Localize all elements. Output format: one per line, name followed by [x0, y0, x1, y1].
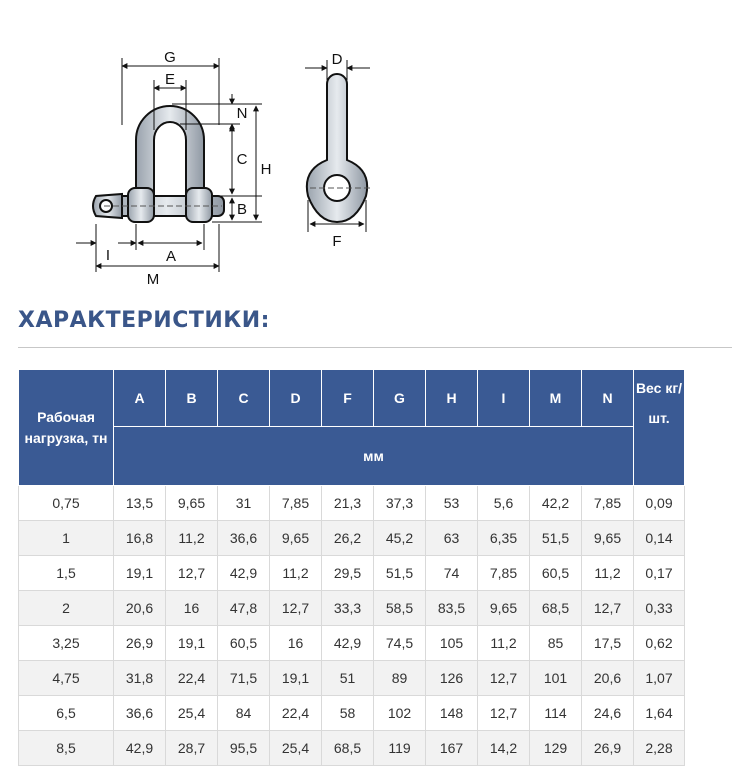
dimension-cell: 53 — [426, 486, 478, 521]
dim-label-m: M — [146, 271, 160, 288]
dimension-cell: 6,35 — [478, 521, 530, 556]
dimension-cell: 11,2 — [478, 626, 530, 661]
dimension-cell: 26,9 — [114, 626, 166, 661]
dimension-cell: 74,5 — [374, 626, 426, 661]
dimension-cell: 85 — [530, 626, 582, 661]
dimension-cell: 148 — [426, 696, 478, 731]
units-header: мм — [114, 427, 634, 486]
table-row — [19, 521, 685, 556]
dim-label-a: A — [165, 248, 177, 265]
dimension-cell: 33,3 — [322, 591, 374, 626]
dimension-cell: 14,2 — [478, 731, 530, 766]
shackle-side-view — [307, 74, 370, 222]
dimension-cell: 51,5 — [374, 556, 426, 591]
dimension-cell: 71,5 — [218, 661, 270, 696]
table-row — [19, 486, 685, 521]
dimension-cell: 51,5 — [530, 521, 582, 556]
specs-table-body — [19, 486, 685, 766]
dimension-cell: 83,5 — [426, 591, 478, 626]
dimension-cell: 28,7 — [166, 731, 218, 766]
dim-label-n: N — [236, 105, 248, 122]
dim-label-b: B — [236, 201, 248, 218]
load-cell: 6,5 — [19, 696, 114, 731]
dimension-cell: 16 — [270, 626, 322, 661]
table-row — [19, 696, 685, 731]
table-row — [19, 661, 685, 696]
weight-cell: 0,14 — [634, 521, 685, 556]
specs-table — [18, 369, 685, 766]
dimension-cell: 26,9 — [582, 731, 634, 766]
dimension-cell: 22,4 — [270, 696, 322, 731]
dimension-cell: 25,4 — [270, 731, 322, 766]
load-cell: 0,75 — [19, 486, 114, 521]
dim-label-e: E — [164, 71, 176, 88]
dimension-cell: 11,2 — [270, 556, 322, 591]
shackle-front-view — [93, 106, 224, 222]
dim-label-c: C — [236, 151, 248, 168]
dimension-cell: 12,7 — [270, 591, 322, 626]
dimension-cell: 12,7 — [478, 661, 530, 696]
dim-label-f: F — [332, 233, 342, 250]
dimension-cell: 7,85 — [582, 486, 634, 521]
dimension-cell: 126 — [426, 661, 478, 696]
dimension-cell: 22,4 — [166, 661, 218, 696]
dimension-cell: 68,5 — [322, 731, 374, 766]
dimension-cell: 129 — [530, 731, 582, 766]
dim-label-d: D — [331, 51, 343, 68]
dim-label-h: H — [260, 161, 272, 178]
dim-header-i: I — [478, 370, 530, 427]
dimension-cell: 9,65 — [270, 521, 322, 556]
table-row — [19, 591, 685, 626]
dimension-cell: 58,5 — [374, 591, 426, 626]
dimension-cell: 12,7 — [166, 556, 218, 591]
load-header: Рабочая нагрузка, тн — [19, 370, 114, 486]
dimension-cell: 101 — [530, 661, 582, 696]
dim-label-i: I — [105, 247, 111, 264]
weight-cell: 0,09 — [634, 486, 685, 521]
load-cell: 4,75 — [19, 661, 114, 696]
dimension-cell: 31 — [218, 486, 270, 521]
dimension-cell: 60,5 — [530, 556, 582, 591]
dim-header-f: F — [322, 370, 374, 427]
weight-cell: 1,64 — [634, 696, 685, 731]
dimension-cell: 58 — [322, 696, 374, 731]
dimension-cell: 7,85 — [270, 486, 322, 521]
dim-header-b: B — [166, 370, 218, 427]
section-title: ХАРАКТЕРИСТИКИ: — [18, 308, 270, 333]
dimension-cell: 7,85 — [478, 556, 530, 591]
dimension-cell: 16,8 — [114, 521, 166, 556]
dimension-cell: 105 — [426, 626, 478, 661]
dimension-cell: 42,9 — [322, 626, 374, 661]
dimension-cell: 11,2 — [582, 556, 634, 591]
dimension-cell: 9,65 — [582, 521, 634, 556]
load-cell: 1,5 — [19, 556, 114, 591]
dimension-cell: 45,2 — [374, 521, 426, 556]
dim-header-h: H — [426, 370, 478, 427]
dimension-cell: 25,4 — [166, 696, 218, 731]
dim-header-c: C — [218, 370, 270, 427]
dimension-cell: 17,5 — [582, 626, 634, 661]
dimension-cell: 11,2 — [166, 521, 218, 556]
dimension-cell: 36,6 — [114, 696, 166, 731]
dimension-cell: 63 — [426, 521, 478, 556]
dimension-cell: 21,3 — [322, 486, 374, 521]
dimension-cell: 114 — [530, 696, 582, 731]
dim-header-a: A — [114, 370, 166, 427]
dimension-cell: 42,2 — [530, 486, 582, 521]
dimension-cell: 29,5 — [322, 556, 374, 591]
dimension-cell: 60,5 — [218, 626, 270, 661]
weight-cell: 1,07 — [634, 661, 685, 696]
dim-header-g: G — [374, 370, 426, 427]
weight-cell: 0,33 — [634, 591, 685, 626]
dimension-cell: 19,1 — [270, 661, 322, 696]
dimension-cell: 13,5 — [114, 486, 166, 521]
dim-header-m: M — [530, 370, 582, 427]
weight-cell: 2,28 — [634, 731, 685, 766]
dimension-cell: 20,6 — [582, 661, 634, 696]
dimension-cell: 51 — [322, 661, 374, 696]
section-divider — [18, 347, 732, 348]
dim-label-g: G — [164, 49, 176, 66]
dimension-cell: 89 — [374, 661, 426, 696]
dimension-cell: 167 — [426, 731, 478, 766]
weight-cell: 0,62 — [634, 626, 685, 661]
shackle-diagram — [0, 0, 732, 300]
load-cell: 2 — [19, 591, 114, 626]
dimension-cell: 42,9 — [218, 556, 270, 591]
weight-header: Вес кг/шт. — [634, 370, 685, 486]
dimension-cell: 9,65 — [166, 486, 218, 521]
table-row — [19, 731, 685, 766]
dimension-cell: 12,7 — [582, 591, 634, 626]
dimension-cell: 47,8 — [218, 591, 270, 626]
dimension-cell: 102 — [374, 696, 426, 731]
load-cell: 3,25 — [19, 626, 114, 661]
dimension-cell: 9,65 — [478, 591, 530, 626]
dimension-cell: 16 — [166, 591, 218, 626]
dimension-cell: 84 — [218, 696, 270, 731]
dimension-cell: 119 — [374, 731, 426, 766]
dimension-cell: 19,1 — [114, 556, 166, 591]
table-row — [19, 556, 685, 591]
dimension-cell: 74 — [426, 556, 478, 591]
dimension-cell: 42,9 — [114, 731, 166, 766]
dimension-cell: 68,5 — [530, 591, 582, 626]
dimension-cell: 19,1 — [166, 626, 218, 661]
dimension-cell: 12,7 — [478, 696, 530, 731]
dim-header-n: N — [582, 370, 634, 427]
dimension-cell: 36,6 — [218, 521, 270, 556]
shackle-drawing — [0, 0, 732, 300]
dimension-cell: 95,5 — [218, 731, 270, 766]
weight-cell: 0,17 — [634, 556, 685, 591]
load-cell: 1 — [19, 521, 114, 556]
dimension-cell: 26,2 — [322, 521, 374, 556]
dimension-cell: 20,6 — [114, 591, 166, 626]
dim-header-d: D — [270, 370, 322, 427]
table-row — [19, 626, 685, 661]
dimension-cell: 24,6 — [582, 696, 634, 731]
dimension-cell: 31,8 — [114, 661, 166, 696]
dimension-cell: 37,3 — [374, 486, 426, 521]
load-cell: 8,5 — [19, 731, 114, 766]
dimension-cell: 5,6 — [478, 486, 530, 521]
